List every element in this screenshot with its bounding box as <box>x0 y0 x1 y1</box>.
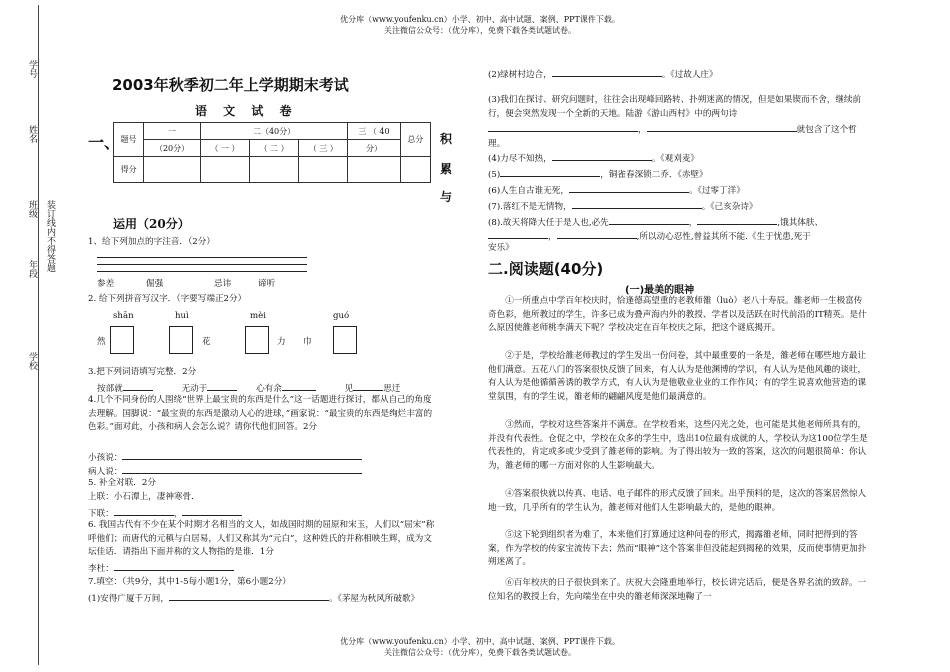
q3-blank[interactable] <box>282 380 316 391</box>
q3-blank[interactable] <box>353 380 383 391</box>
q3-item-4: 见 <box>344 384 354 394</box>
watermark-bottom <box>330 636 630 658</box>
score-cell[interactable] <box>249 157 298 183</box>
score-table <box>113 122 431 183</box>
q7-5 <box>488 166 708 183</box>
q7-8-blank[interactable] <box>488 228 548 239</box>
q7-5-text: ，铜雀春深锁二乔．《赤壁》 <box>600 170 708 180</box>
q5-blank[interactable] <box>114 505 174 516</box>
score-cell[interactable] <box>400 157 430 183</box>
q1-prompt: 1、给下列加点的字注音．（2分） <box>88 237 215 247</box>
section2-heading: 二.阅读题(40分) <box>488 260 604 278</box>
q7-3: (3)我们在探讨、研究问题时，往往会出现峰回路转、扑朔迷离的情况，但是如果锲而不舍，继续前行，便会突然发现一个全新的天地。陆游《游山西村》中的两句诗， 就包含了这个哲理。 <box>488 95 862 149</box>
binding-seal-note: 装订线内不得答题 <box>45 200 55 272</box>
passage-p4: ④答案很快就以传真、电话、电子邮件的形式反馈了回来。出乎预料的是，这次的答案居然惊人地一致，几乎所有的学生认为，雒老师对他们人生影响最大的，是他的眼神。 <box>488 489 867 513</box>
q1-word-1: 参差 <box>97 279 115 289</box>
q3-blank[interactable] <box>207 380 237 391</box>
q7-8-cont: ， ,所以动心忍性,曾益其所不能.《生于忧患,死于 <box>488 228 811 245</box>
score-sub-3: 分） <box>348 140 400 157</box>
q7-3-blank[interactable] <box>488 121 638 132</box>
exam-subject: 语 文 试 卷 <box>195 104 298 118</box>
q5-blank[interactable] <box>182 505 242 516</box>
q7-7-source: 。《己亥杂诗》 <box>701 202 758 212</box>
score-sub-2c: （ 三 ） <box>299 140 348 157</box>
q4-patient-blank[interactable] <box>122 463 362 474</box>
q6-blank[interactable] <box>114 560 234 571</box>
watermark-top <box>330 14 630 36</box>
q7-2-blank[interactable] <box>552 66 662 77</box>
binding-name: 姓名 <box>27 125 37 143</box>
q7-6-source: 。《过零丁洋》 <box>688 186 745 196</box>
q1-answer-line[interactable] <box>97 271 307 272</box>
q7-2 <box>488 66 718 83</box>
score-row-label: 得分 <box>114 157 144 183</box>
q7-1 <box>88 590 419 607</box>
passage-p3: ③然而，学校对这些答案并不满意。在学校看来，这些闪光之处，也可能是其他老师所具有的，并没有代表性。仓促之中，学校在众多的学生中，选出10位最有成就的人，学校认为这100位学生是代表性的，肯定或多或少受到了雒老师的影响。为了得出较为一致的答案，这次的问题很简单：你认为，雒老师的哪一方面对你的人生影响最大。 <box>488 420 868 471</box>
q1-word-3: 忌讳 <box>214 279 232 289</box>
q7-8-end: 安乐》 <box>488 243 514 253</box>
q6-item <box>88 560 234 577</box>
q2-pinyin-3: mèi <box>250 311 266 321</box>
q2-char-1: 然 <box>97 337 106 347</box>
q1-word-2: 倔强 <box>146 279 164 289</box>
q6-prompt: 6. 我国古代有不少在某个时期才名相当的文人，如战国时期的屈原和宋玉，人们以“屈宋”称呼他们；而唐代的元稹与白居易，人们又称其为“元白”，这种姓氏的并称相映生辉，成为文坛佳话．请指出下面并称的文人物指的是谁．1分 <box>88 520 435 557</box>
q3-item-2: 无动于 <box>181 384 208 394</box>
q5-prompt: 5. 补全对联．2分 <box>88 478 156 488</box>
score-cell[interactable] <box>348 157 400 183</box>
q3-prompt: 3.把下列词语填写完整．2分 <box>88 367 197 377</box>
binding-student-no: 学号 <box>27 60 37 78</box>
q2-pinyin-1: shān <box>113 311 134 321</box>
q3-item-3: 心有余 <box>256 384 282 394</box>
section1-tail: 运用（20分） <box>113 217 190 231</box>
q7-4-source: 。《观刈麦》 <box>651 154 700 164</box>
q7-4 <box>488 150 699 167</box>
q7-8-text: (8).故天将降大任于是人也,必先 <box>488 218 609 228</box>
q7-4-blank[interactable] <box>552 150 652 161</box>
q2-box-2[interactable] <box>169 326 193 354</box>
score-header-label: 题号 <box>114 123 144 157</box>
binding-school: 学校 <box>27 352 37 370</box>
watermark-bottom-line2: 关注微信公众号：（优分库），免费下载各类试题试卷。 <box>384 648 576 657</box>
q7-8-blank[interactable] <box>697 214 777 225</box>
q7-8-blank[interactable] <box>609 214 689 225</box>
q7-1-source: 。《茅屋为秋风所破歌》 <box>328 594 420 604</box>
q7-1-blank[interactable] <box>169 590 329 601</box>
passage-p1: ①一所重点中学百年校庆时，恰逢德高望重的老教师雒（luò）老八十寿辰。雒老师一生极富传奇色彩，他所教过的学生，许多已成为叠声海内外的教授、学者以及活跃在时代前沿的IT精英。是什么原因使雒老师桃李满天下呢？学校决定在百年校庆之际，把这个谜底揭开。 <box>488 296 867 333</box>
q4-prompt: 4.几个不同身份的人围绕“世界上最宝贵的东西是什么”这一话题进行探讨，都从自己的角度去理解。国脚说：“最宝贵的东西是激动人心的进球，”画家说：“最宝贵的东西是绚烂丰富的色彩。”面对此，小孩和病人会怎么说？请你代他们回答。2分 <box>88 395 433 432</box>
q4-child-blank[interactable] <box>122 449 362 460</box>
q2-char-4: 巾 <box>303 337 312 347</box>
q7-5-blank[interactable] <box>500 166 600 177</box>
passage-title: (一)最美的眼神 <box>625 285 695 296</box>
score-cell[interactable] <box>144 157 201 183</box>
q5-upper: 上联：小石潭上，凄神寒骨． <box>88 492 200 502</box>
passage-p5: ⑤这下轮到组织者为难了，本来他们打算通过这种问卷的形式，揭露雒老师，同时把得到的答案，作为学校的传家宝流传下去；然而“眼神”这个答案非但没能起到揭秘的效果，反而使事情更加扑朔迷离了。 <box>488 530 867 567</box>
q2-prompt: 2. 给下列拼音写汉字．（字要写端正2分） <box>88 294 247 304</box>
score-sub-1: （20分） <box>144 140 201 157</box>
q7-7-blank[interactable] <box>572 198 702 209</box>
q2-pinyin-4: guó <box>333 311 350 321</box>
q7-8-text3: ,所以动心忍性,曾益其所不能.《生于忧患,死于 <box>636 232 811 242</box>
q2-char-2: 花 <box>202 337 211 347</box>
exam-title: 2003年秋季初二年上学期期末考试 <box>112 76 349 94</box>
q7-1-text: (1)安得广厦千万间， <box>88 594 169 604</box>
score-header-1: 一 <box>144 123 201 140</box>
q7-7-text: (7).落红不是无情物， <box>488 202 572 212</box>
q2-box-1[interactable] <box>110 326 134 354</box>
q7-2-text: (2)绿树村边合， <box>488 70 552 80</box>
q7-3-text: (3)我们在探讨、研究问题时，往往会出现峰回路转、扑朔迷离的情况，但是如果锲而不舍，继续前行，便会突然发现一个全新的天地。陆游《游山西村》中的两句诗 <box>488 95 862 119</box>
score-header-total: 总分 <box>400 123 430 157</box>
passage-p6: ⑥百年校庆的日子很快到来了。庆祝大会隆重地举行，校长讲完话后，便是各界名流的致辞。一位知名的教授上台，先向端坐在中央的雒老师深深地鞠了一 <box>488 578 867 602</box>
section1-numeral: 一、 <box>88 133 121 152</box>
q7-6 <box>488 182 745 199</box>
score-cell[interactable] <box>200 157 249 183</box>
score-header-2: 二（40分） <box>200 123 348 140</box>
q2-box-4[interactable] <box>333 326 357 354</box>
score-header-3: 三 （ 40 <box>348 123 400 140</box>
q7-8-text2: ,饿其体肤、 <box>777 218 824 228</box>
q2-char-3: 力 <box>277 337 286 347</box>
q3-item-1: 按部就 <box>97 384 123 394</box>
section1-side-1: 积 <box>440 132 453 146</box>
q3-item-5: 思迁 <box>383 384 401 394</box>
binding-class: 班级 <box>27 200 37 218</box>
q7-5-number: (5) <box>488 170 501 180</box>
q2-box-3[interactable] <box>245 326 269 354</box>
section1-side-2: 累 <box>440 162 453 176</box>
q2-pinyin-2: huì <box>175 311 189 321</box>
score-cell[interactable] <box>299 157 348 183</box>
q7-3-tail: 就包含了这个哲理。 <box>488 125 857 149</box>
watermark-top-line1: 优分库（www.youfenku.cn）小学、初中、高中试题、案例、PPT课件下载。 <box>340 15 620 24</box>
q7-6-blank[interactable] <box>569 182 689 193</box>
q5-lower-label: 下联： <box>88 509 114 519</box>
q5-lower: 下联： ， <box>88 505 242 522</box>
q4-child-label: 小孩说： <box>88 453 123 463</box>
q7-8-blank[interactable] <box>557 228 637 239</box>
q6-item-label: 李杜： <box>88 564 114 574</box>
binding-grade: 年段 <box>27 260 37 278</box>
passage-p2: ②于是，学校给雒老师教过的学生发出一份问卷，其中最重要的一条是，雒老师在哪些地方最让他们满意。五花八门的答案很快反馈了回来，有人认为是他渊博的学识，有人认为是他风趣的谈吐，有人认为是他循循善诱的教学方式，有人认为是他敬业业业的工作作风；有的学生说喜欢他营造的课堂氛围，有的学生说，雒老师的翩翩风度是他们最满意的。 <box>488 351 867 402</box>
q4-patient-label: 病人说： <box>88 467 123 477</box>
score-sub-2a: （ 一 ） <box>200 140 249 157</box>
q7-7 <box>488 198 758 215</box>
section1-side-3: 与 <box>440 190 453 204</box>
binding-line <box>38 5 39 665</box>
q1-answer-line[interactable] <box>97 257 307 258</box>
q7-4-text: (4)力尽不知热， <box>488 154 552 164</box>
score-sub-2b: （ 二 ） <box>249 140 298 157</box>
q7-6-text: (6)人生自古谁无死， <box>488 186 569 196</box>
watermark-bottom-line1: 优分库（www.youfenku.cn）小学、初中、高中试题、案例、PPT课件下载。 <box>340 637 620 646</box>
q7-2-source: 。《过故人庄》 <box>661 70 718 80</box>
q7-8: (8).故天将降大任于是人也,必先 ， ,饿其体肤、 <box>488 214 823 231</box>
watermark-top-line2: 关注微信公众号：（优分库），免费下载各类试题试卷。 <box>384 26 576 35</box>
q1-word-4: 谛听 <box>258 279 276 289</box>
q3-blank[interactable] <box>123 380 153 391</box>
q7-3-blank[interactable] <box>647 121 797 132</box>
q1-answer-line[interactable] <box>97 264 307 265</box>
q7-prompt: 7.填空：（共9分，其中1-5每小题1分，第6小题2分） <box>88 577 291 587</box>
